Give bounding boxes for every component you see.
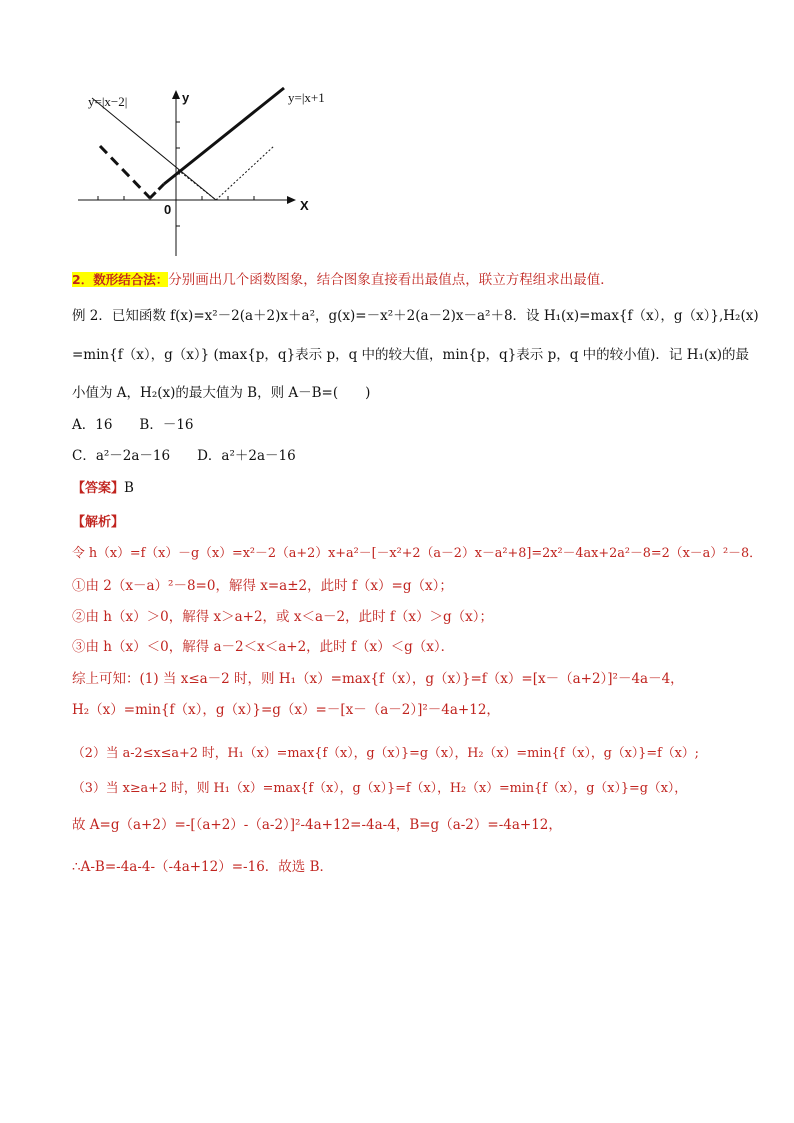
option-line-2: C．a²－2a－16 D．a²＋2a－16 <box>72 448 296 464</box>
abs-x-minus-2-dotted-part <box>178 170 216 200</box>
y-axis-label: y <box>182 90 190 105</box>
section-heading-line <box>72 271 614 289</box>
answer-value: B <box>124 480 134 496</box>
analysis-heading <box>72 513 124 532</box>
answer-line <box>72 479 134 498</box>
analysis-line-6: H₂（x）=min{f（x），g（x）}=g（x）=－[x－（a－2）]²－4a+12， <box>72 702 500 718</box>
analysis-line-1: 令 h（x）=f（x）－g（x）=x²－2（a+2）x+a²－[－x²+2（a－2）x－a²+8]=2x²－4ax+2a²－8=2（x－a）²－8． <box>72 546 762 561</box>
analysis-line-10: ∴A-B=-4a-4-（-4a+12）=-16．故选 B． <box>72 859 333 875</box>
example-line-2: =min{f（x），g（x）} (max{p，q}表示 p，q 中的较大值，min{p，q}表示 p，q 中的较小值)．记 H₁(x)的最 <box>72 347 750 363</box>
analysis-line-9: 故 A=g（a+2）=-[（a+2）-（a-2）]²-4a+12=-4a-4，B=g（a-2）=-4a+12， <box>72 817 562 833</box>
section-title: 2．数形结合法： <box>72 272 169 287</box>
abs-x-minus-2-right-branch <box>216 146 274 200</box>
graph-label-left: y=|x−2| <box>88 94 128 109</box>
function-graph <box>78 80 358 260</box>
origin-label: 0 <box>164 202 172 217</box>
analysis-tag: 【解析】 <box>72 515 125 530</box>
analysis-line-8: （3）当 x≥a+2 时，则 H₁（x）=max{f（x），g（x）}=f（x），H₂（x）=min{f（x），g（x）}=g（x）， <box>72 781 688 796</box>
x-axis-label: X <box>300 198 309 213</box>
analysis-line-7: （2）当 a-2≤x≤a+2 时，H₁（x）=max{f（x），g（x）}=g（x），H₂（x）=min{f（x），g（x）}=f（x）; <box>72 746 699 761</box>
graph-label-right: y=|x+1 <box>288 90 325 105</box>
abs-x-plus-1-vertex-segment <box>150 184 164 198</box>
option-line-1: A．16 B．－16 <box>72 417 194 433</box>
answer-tag: 【答案】 <box>72 481 125 496</box>
analysis-line-2: ①由 2（x－a）²－8=0，解得 x=a±2，此时 f（x）=g（x）； <box>72 578 453 594</box>
analysis-line-5: 综上可知：(1) 当 x≤a－2 时，则 H₁（x）=max{f（x），g（x）}=f（x）=[x－（a+2）]²－4a－4， <box>72 671 684 687</box>
section-text: 分别画出几个函数图象，结合图象直接看出最值点，联立方程组求出最值． <box>168 272 614 288</box>
abs-x-plus-1-left-branch <box>100 146 150 198</box>
y-axis-arrow <box>172 90 180 99</box>
analysis-line-3: ②由 h（x）＞0，解得 x＞a+2，或 x＜a－2，此时 f（x）＞g（x）； <box>72 609 493 625</box>
example-line-1: 例 2．已知函数 f(x)=x²－2(a＋2)x＋a²，g(x)=－x²＋2(a－2)x－a²＋8．设 H₁(x)=max{f（x），g（x）},H₂(x) <box>72 308 759 324</box>
x-axis-arrow <box>287 196 296 204</box>
analysis-line-4: ③由 h（x）＜0，解得 a－2＜x＜a+2，此时 f（x）＜g（x）． <box>72 639 455 655</box>
example-line-3: 小值为 A，H₂(x)的最大值为 B，则 A－B=( ) <box>72 385 371 401</box>
